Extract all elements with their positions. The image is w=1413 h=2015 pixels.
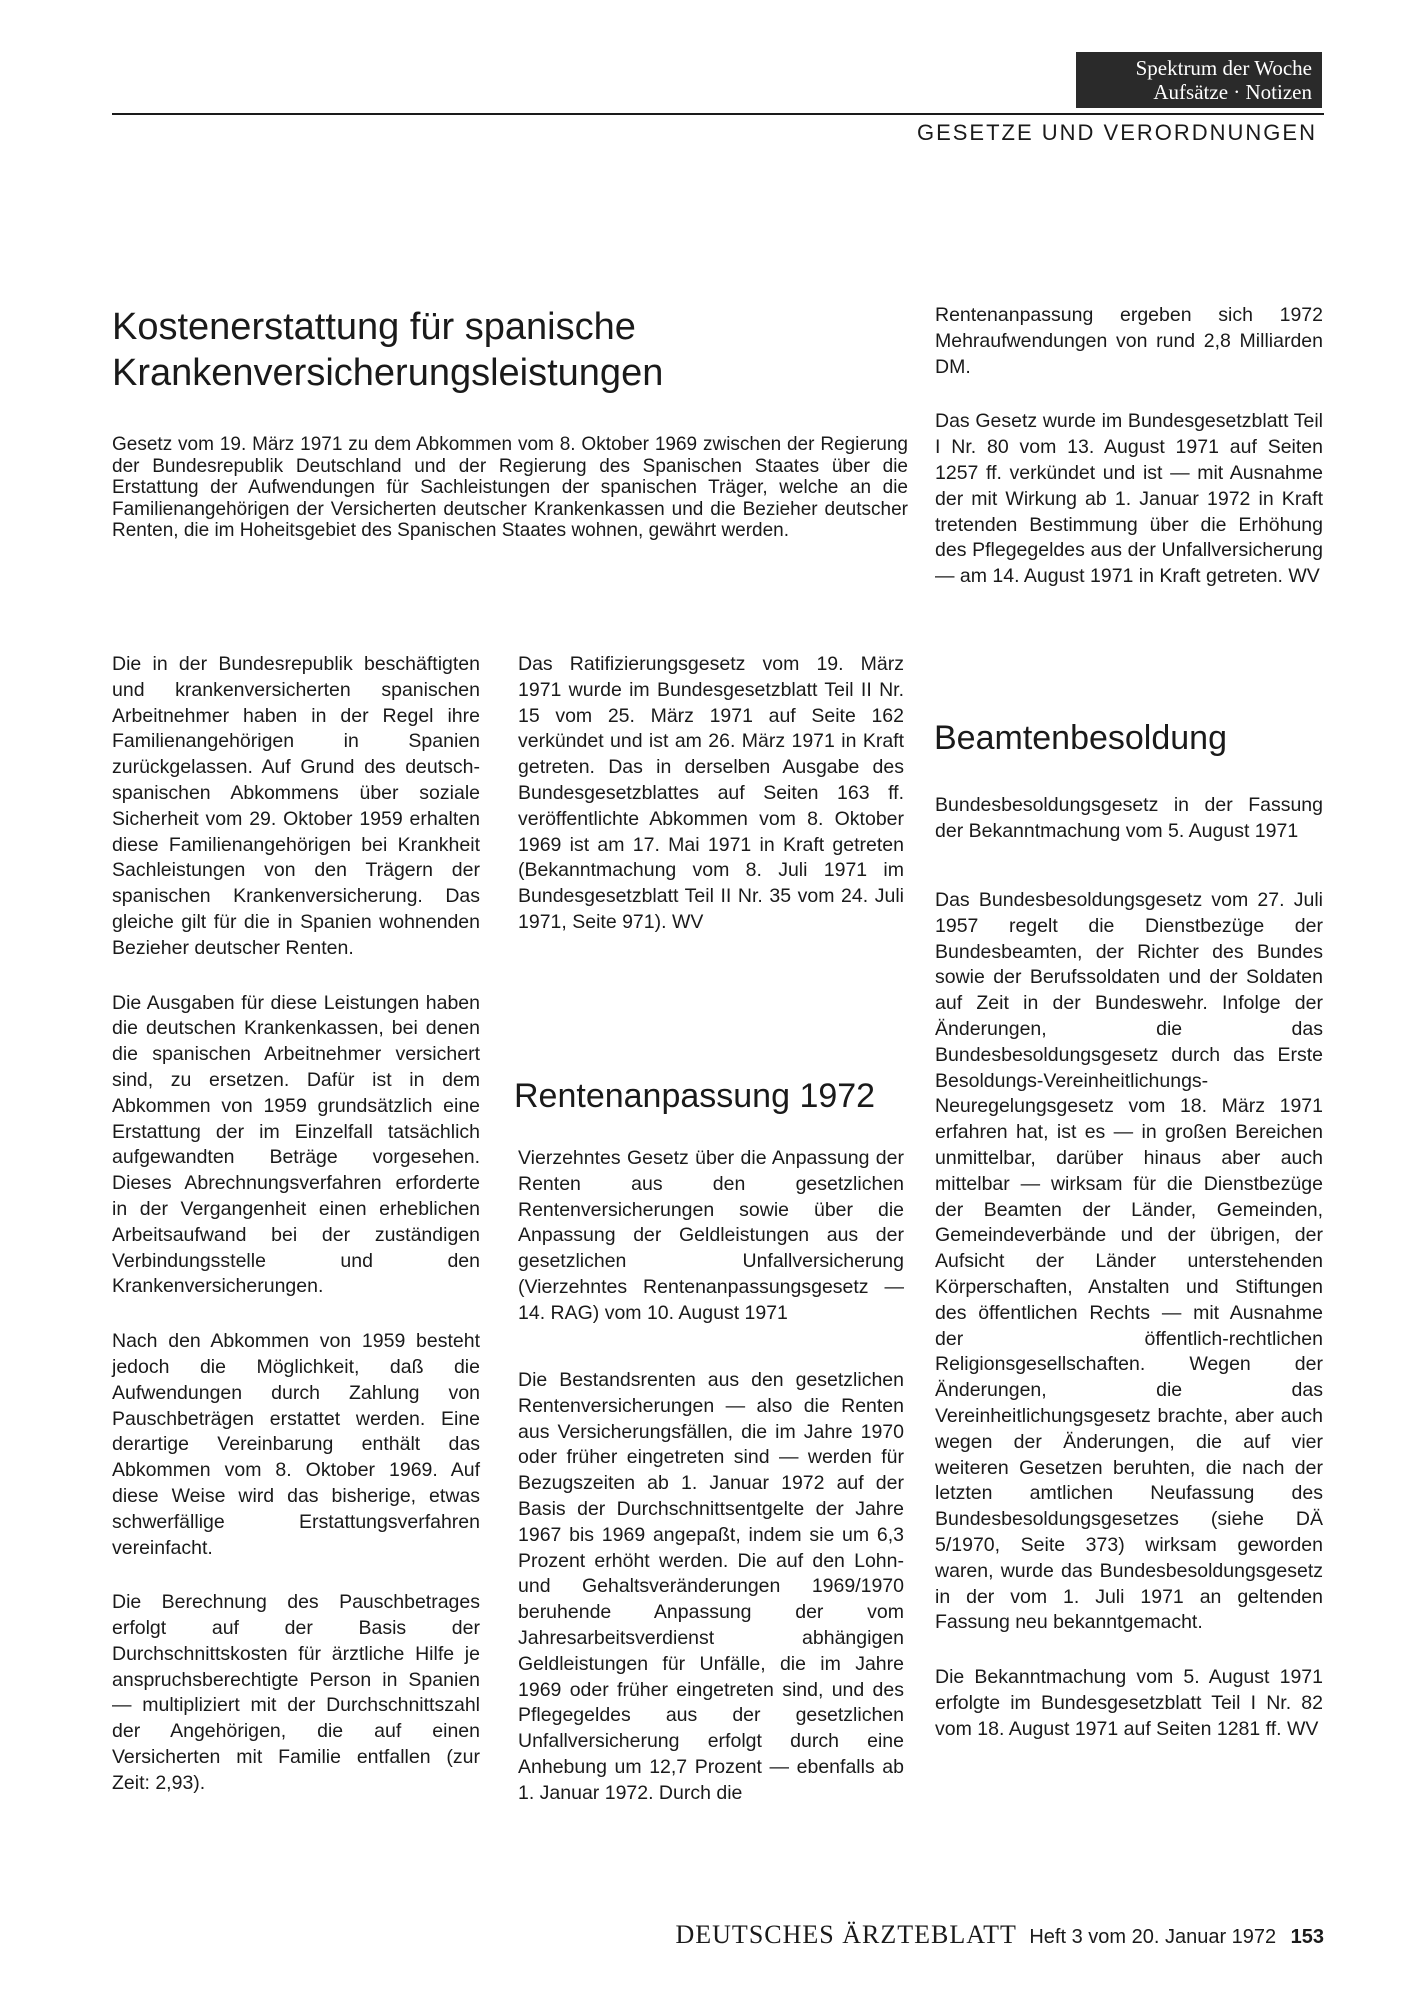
column-3-top — [935, 303, 1323, 590]
column-2-top — [518, 652, 904, 936]
article-title-beamtenbesoldung: Beamtenbesoldung — [934, 719, 1228, 757]
issue-info: Heft 3 vom 20. Januar 1972 — [1029, 1926, 1277, 1948]
badge-line-1: Spektrum der Woche — [1135, 56, 1312, 80]
header-rule — [112, 113, 1324, 115]
article-intro-kostenerstattung: Gesetz vom 19. März 1971 zu dem Abkommen vom 8. Oktober 1969 zwischen der Regierung der Bundesrepublik Deutschland und der Regierung des Spanischen Staates über die Erstattung der Aufwendungen für Sachleistungen der spanischen Träger, welche an die Familienangehörigen der Versicherten deutscher Krankenkassen und die Bezieher deutscher Renten, die im Hoheitsgebiet des Spanischen Staates wohnen, gewährt werden. — [112, 434, 908, 541]
paragraph: Das Ratifizierungsgesetz vom 19. März 1971 wurde im Bundesgesetzblatt Teil II Nr. 15 vom 25. März 1971 auf Seite 162 verkündet und ist am 26. März 1971 in Kraft getreten. Das in derselben Ausgabe des Bundesgesetzblattes auf Seiten 163 ff. veröffentlichte Abkommen vom 8. Oktober 1969 ist am 17. Mai 1971 in Kraft getreten (Bekanntmachung vom 8. Juli 1971 im Bundesgesetzblatt Teil II Nr. 35 vom 24. Juli 1971, Seite 971). WV — [518, 653, 904, 933]
paragraph: Das Bundesbesoldungsgesetz vom 27. Juli 1957 regelt die Dienstbezüge der Bundesbeamten, der Richter des Bundes sowie der Berufssoldaten und der Soldaten auf Zeit in der Bundeswehr. Infolge der Änderungen, die das Bundesbesoldungsgesetz durch das Erste Besoldungs-Vereinheitlichungs-Neuregelungsgesetz vom 18. März 1971 erfahren hat, ist es — in großen Bereichen unmittelbar, darüber hinaus aber auch mittelbar — wirksam für die Dienstbezüge der Beamten der Länder, Gemeinden, Gemeindeverbände und der übrigen, der Aufsicht der Länder unterstehenden Körperschaften, Anstalten und Stiftungen des öffentlichen Rechts — mit Ausnahme der öffentlich-rechtlichen Religionsgesellschaften. Wegen der Änderungen, die das Vereinheitlichungsgesetz brachte, aber auch wegen der Änderungen, die auf vier weiteren Gesetzen beruhten, die nach der letzten amtlichen Neufassung des Bundesbesoldungsgesetzes (siehe DÄ 5/1970, Seite 373) wirksam geworden waren, wurde das Bundesbesoldungsgesetz in der vom 1. Juli 1971 an geltenden Fassung neu bekanntgemacht. — [935, 889, 1323, 1634]
page-footer — [676, 1920, 1325, 1950]
paragraph: Das Gesetz wurde im Bundesgesetzblatt Teil I Nr. 80 vom 13. August 1971 auf Seiten 1257 ff. verkündet und ist — mit Ausnahme der mit Wirkung ab 1. Januar 1972 in Kraft tretenden Bestimmung über die Erhöhung des Pflegegeldes aus der Unfallversicherung — am 14. August 1971 in Kraft getreten. WV — [935, 410, 1323, 588]
paragraph: Rentenanpassung ergeben sich 1972 Mehraufwendungen von rund 2,8 Milliarden DM. — [935, 304, 1323, 378]
paragraph: Die Bestandsrenten aus den gesetzlichen Rentenversicherungen — also die Renten aus Versicherungsfällen, die im Jahre 1970 oder früher eingetreten sind — werden für Bezugszeiten ab 1. Januar 1972 auf der Basis der Durchschnittsentgelte der Jahre 1967 bis 1969 angepaßt, indem sie um 6,3 Prozent erhöht werden. Die auf den Lohn- und Gehaltsveränderungen 1969/1970 beruhende Anpassung der vom Jahresarbeitsverdienst abhängigen Geldleistungen für Unfälle, die im Jahre 1969 oder früher eingetreten sind, und des Pflegegeldes aus der gesetzlichen Unfallversicherung erfolgt durch eine Anhebung um 12,7 Prozent — ebenfalls ab 1. Januar 1972. Durch die — [518, 1369, 904, 1804]
article-title-rentenanpassung: Rentenanpassung 1972 — [514, 1077, 876, 1115]
paragraph: Die Ausgaben für diese Leistungen haben die deutschen Krankenkassen, bei denen die spanischen Arbeitnehmer versichert sind, zu ersetzen. Dafür ist in dem Abkommen von 1959 grundsätzlich eine Erstattung der im Einzelfall tatsächlich aufgewandten Beträge vorgesehen. Dieses Abrechnungsverfahren erforderte in der Vergangenheit einen erheblichen Arbeitsaufwand bei der zuständigen Verbindungsstelle und den Krankenversicherungen. — [112, 991, 480, 1298]
title-line-1: Kostenerstattung für spanische — [112, 306, 636, 348]
publication-badge — [1076, 52, 1322, 108]
page-number: 153 — [1290, 1926, 1324, 1948]
paragraph: Nach den Abkommen von 1959 besteht jedoch die Möglichkeit, daß die Aufwendungen durch Zahlung von Pauschbeträgen erstattet werden. Eine derartige Vereinbarung enthält das Abkommen vom 8. Oktober 1969. Auf diese Weise wird das bisherige, etwas schwerfällige Erstattungsverfahren vereinfacht. — [112, 1330, 480, 1559]
column-1 — [112, 652, 480, 1797]
paragraph: Die in der Bundesrepublik beschäftigten und krankenversicherten spanischen Arbeitnehmer haben in der Regel ihre Familienangehörigen in Spanien zurückgelassen. Auf Grund des deutsch-spanischen Abkommens über soziale Sicherheit vom 29. Oktober 1959 erhalten diese Familienangehörigen bei Krankheit Sachleistungen von den Trägern der spanischen Krankenversicherung. Das gleiche gilt für die in Spanien wohnenden Bezieher deutscher Renten. — [112, 653, 480, 959]
column-3-bottom — [935, 888, 1323, 1743]
paragraph: Die Berechnung des Pauschbetrages erfolgt auf der Basis der Durchschnittskosten für ärztliche Hilfe je anspruchsberechtigte Person in Spanien — multipliziert mit der Durchschnittszahl der Angehörigen, die auf einen Versicherten mit Familie entfallen (zur Zeit: 2,93). — [112, 1591, 480, 1794]
article-title-kostenerstattung — [112, 304, 912, 396]
article-intro-rentenanpassung: Vierzehntes Gesetz über die Anpassung der Renten aus den gesetzlichen Rentenversicherungen sowie über die Anpassung der Geldleistungen aus der gesetzlichen Unfallversicherung (Vierzehntes Rentenanpassungsgesetz — 14. RAG) vom 10. August 1971 — [518, 1147, 904, 1324]
badge-line-2: Aufsätze · Notizen — [1153, 80, 1312, 104]
section-label: GESETZE UND VERORDNUNGEN — [916, 120, 1317, 145]
journal-name: DEUTSCHES ÄRZTEBLATT — [675, 1920, 1017, 1949]
paragraph: Die Bekanntmachung vom 5. August 1971 erfolgte im Bundesgesetzblatt Teil I Nr. 82 vom 18. August 1971 auf Seiten 1281 ff. WV — [935, 1666, 1323, 1740]
title-line-2: Krankenversicherungsleistungen — [112, 352, 664, 394]
article-intro-beamtenbesoldung: Bundesbesoldungsgesetz in der Fassung der Bekanntmachung vom 5. August 1971 — [935, 794, 1323, 842]
column-2-bottom — [518, 1368, 904, 1807]
